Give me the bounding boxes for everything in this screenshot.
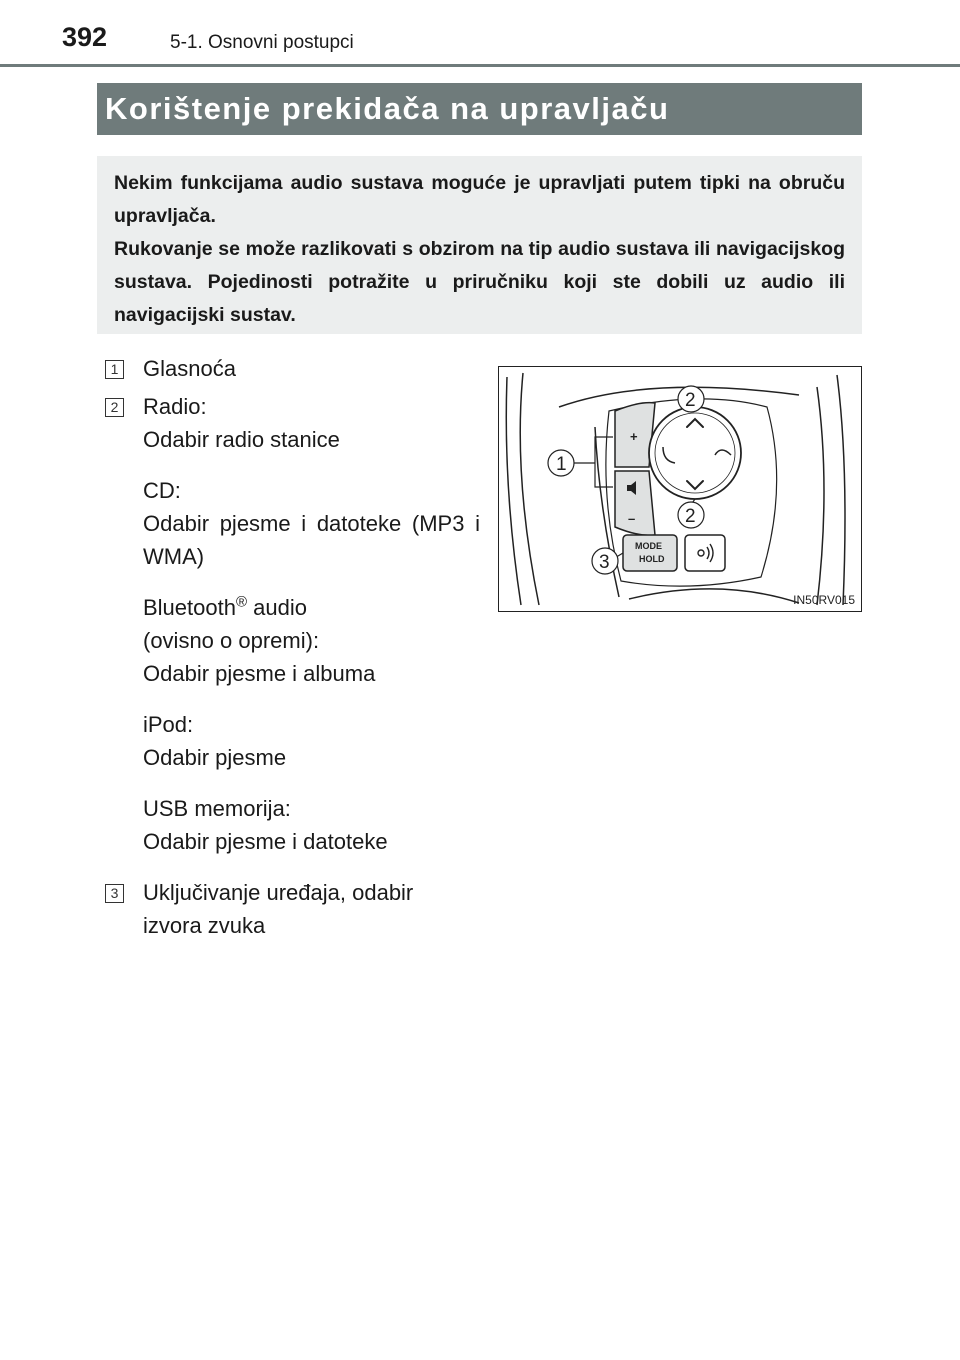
callout-text: 2 — [685, 390, 696, 411]
sub-item-usb — [105, 792, 480, 858]
sub-label: USB memorija: — [143, 796, 291, 821]
intro-paragraph-2: Rukovanje se može razlikovati s obzirom na tip audio sustava ili navigacijskog sustava. Pojedinosti potražite u priručniku koji ste dobili uz audio ili navigacijski sustav. — [114, 238, 845, 326]
item-desc: Odabir radio stanice — [143, 427, 340, 452]
item-number: 1 — [105, 360, 124, 379]
page-number: 392 — [62, 22, 108, 52]
sub-desc: Odabir pjesme i datoteke (MP3 i WMA) — [143, 511, 480, 569]
item-number: 2 — [105, 398, 124, 417]
switch-list — [105, 352, 480, 947]
sub-label: CD: — [143, 478, 181, 503]
sub-label — [143, 591, 480, 624]
sub-label: iPod: — [143, 712, 194, 737]
steering-switch-figure — [498, 366, 862, 612]
sub-desc: Odabir pjesme — [143, 745, 287, 770]
hold-text: HOLD — [639, 554, 665, 564]
figure-code: IN50RV015 — [793, 593, 855, 607]
item-number: 3 — [105, 884, 124, 903]
list-item-volume — [105, 352, 480, 385]
callout-text: 3 — [599, 552, 610, 573]
callout-text: 2 — [685, 506, 696, 527]
callout-1 — [548, 450, 574, 476]
sub-desc: Odabir pjesme i datoteke — [143, 829, 388, 854]
section-label: 5-1. Osnovni postupci — [170, 32, 354, 53]
sub-desc: Odabir pjesme i albuma — [143, 661, 376, 686]
voice-button — [685, 535, 725, 571]
steering-wheel-illustration — [499, 367, 861, 611]
plus-label: + — [630, 429, 638, 444]
callout-text: 1 — [556, 454, 567, 475]
header-rule — [0, 64, 960, 67]
callout-3 — [592, 548, 618, 574]
mode-text: MODE — [635, 541, 662, 551]
page-title: Korištenje prekidača na upravljaču — [97, 83, 862, 135]
callout-2-top — [678, 386, 704, 412]
item-label: Glasnoća — [143, 356, 236, 381]
item-label: Radio: — [143, 394, 207, 419]
list-item-select — [105, 390, 480, 456]
sub-item-cd — [105, 474, 480, 573]
bluetooth-label-suffix: audio — [247, 595, 307, 620]
sub-item-ipod — [105, 708, 480, 774]
callout-2-bottom — [678, 502, 704, 528]
registered-mark: ® — [235, 593, 248, 611]
seek-pad — [649, 407, 741, 499]
minus-label: – — [628, 511, 636, 526]
item-label: Uključivanje uređaja, odabir izvora zvuka — [143, 880, 414, 938]
sub-item-bluetooth — [105, 591, 480, 690]
sub-label-2: (ovisno o opremi): — [143, 628, 320, 653]
list-item-mode — [105, 876, 480, 942]
intro-box — [97, 156, 862, 334]
bluetooth-label: Bluetooth — [143, 595, 236, 620]
intro-paragraph-1: Nekim funkcijama audio sustava moguće je upravljati putem tipki na obruču upravljača. — [114, 172, 845, 227]
